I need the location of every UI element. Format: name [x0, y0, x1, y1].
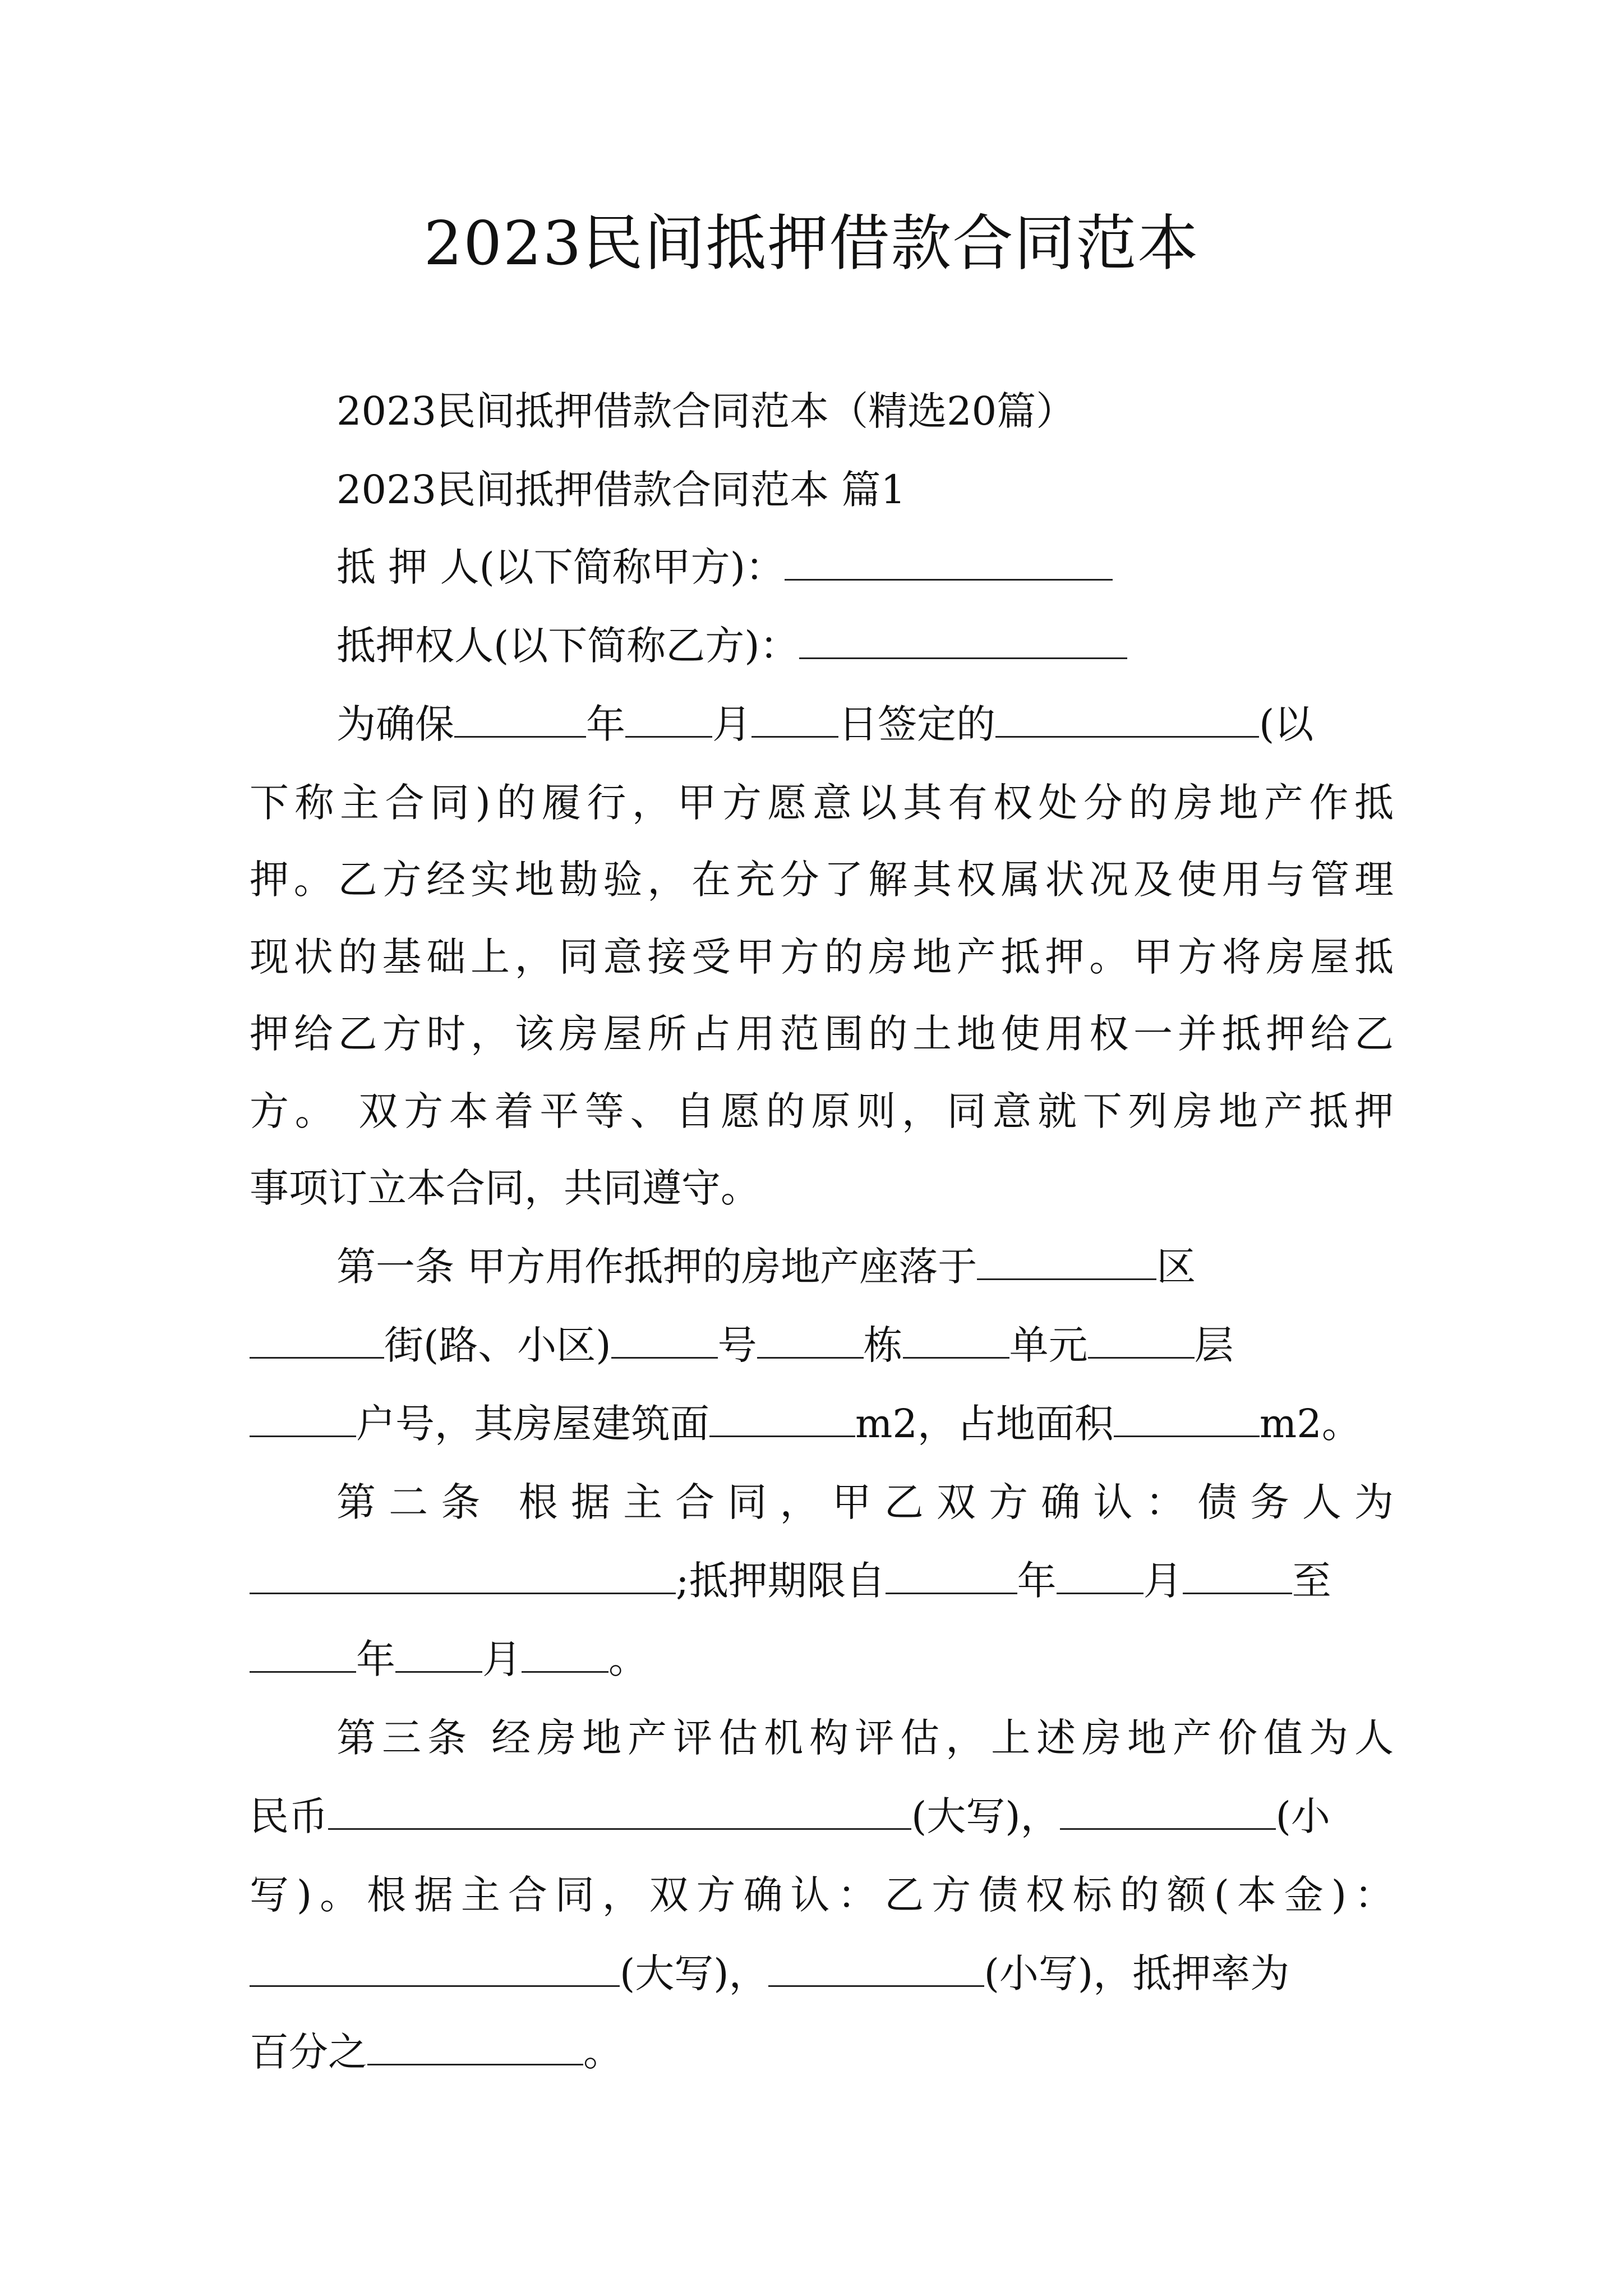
article3-line-1: 第三条 经房地产评估机构评估，上述房地产价值为人	[336, 1715, 1394, 1761]
article1-unit: 单元	[1009, 1322, 1088, 1368]
article3-rmb: 民币	[250, 1793, 328, 1839]
party-b-line	[336, 619, 1394, 673]
article1-building-area-unit: m2，占地面积	[855, 1401, 1114, 1447]
article2-term: ;抵押期限自	[676, 1558, 886, 1604]
land-area-blank	[1114, 1401, 1260, 1437]
unit-blank	[903, 1322, 1009, 1359]
article3-line-4	[250, 1947, 1394, 2000]
article2-to: 至	[1292, 1558, 1331, 1604]
article2-month: 月	[1143, 1558, 1183, 1604]
preamble-line-3: 押。乙方经实地勘验，在充分了解其权属状况及使用与管理	[250, 857, 1394, 903]
floor-blank	[1088, 1322, 1195, 1359]
article3-daxie2: (大写)，	[620, 1950, 768, 1996]
article2-month2: 月	[482, 1636, 522, 1682]
start-day-blank	[1183, 1558, 1292, 1594]
article1-no: 号	[717, 1322, 757, 1368]
article2-line-3	[250, 1632, 1394, 1686]
article1-building: 栋	[863, 1322, 903, 1368]
section-heading: 2023民间抵押借款合同范本 篇1	[336, 467, 906, 513]
preamble-line-4: 现状的基础上，同意接受甲方的房地产抵押。甲方将房屋抵	[250, 934, 1394, 980]
building-blank	[757, 1322, 864, 1359]
preamble-line-6: 方。 双方本着平等、自愿的原则，同意就下列房地产抵押	[250, 1088, 1394, 1134]
article1-line-1	[336, 1240, 1394, 1294]
article1-land-area-unit: m2。	[1259, 1401, 1361, 1447]
preamble-line-2: 下称主合同)的履行，甲方愿意以其有权处分的房地产作抵	[250, 780, 1394, 826]
subtitle: 2023民间抵押借款合同范本（精选20篇）	[336, 388, 1076, 434]
party-a-blank	[785, 544, 1113, 581]
article2-year: 年	[1017, 1558, 1057, 1604]
article2-line-2	[250, 1554, 1394, 1608]
contract-name-blank	[995, 701, 1259, 738]
number-blank	[611, 1322, 718, 1359]
article3-xiaoxie2: (小写)，抵押率为	[984, 1950, 1290, 1996]
article3-line-5	[250, 2025, 1394, 2079]
article2-year2: 年	[356, 1636, 395, 1682]
article2-end: 。	[608, 1636, 648, 1682]
preamble-line-7: 事项订立本合同，共同遵守。	[250, 1165, 760, 1211]
article3-percent: 百分之	[250, 2029, 367, 2075]
street-blank	[250, 1322, 384, 1359]
start-year-blank	[886, 1558, 1017, 1594]
article3-daxie: (大写)，	[911, 1793, 1060, 1839]
ratio-blank	[367, 2029, 583, 2065]
article1-district: 区	[1156, 1244, 1196, 1290]
preamble-year: 年	[586, 701, 625, 747]
location-blank	[977, 1244, 1156, 1280]
month-blank	[625, 701, 712, 738]
article3-line-3: 写)。根据主合同，双方确认：乙方债权标的额(本金)：	[250, 1872, 1394, 1918]
day-blank	[751, 701, 838, 738]
principal-xiaoxie-blank	[768, 1950, 984, 1987]
preamble-paren: (以	[1259, 701, 1314, 747]
principal-daxie-blank	[250, 1950, 620, 1987]
preamble-line-5: 押给乙方时，该房屋所占用范围的土地使用权一并抵押给乙	[250, 1011, 1394, 1057]
end-day-blank	[522, 1636, 608, 1673]
article1-floor: 层	[1194, 1322, 1234, 1368]
year-blank	[454, 701, 586, 738]
article1-line-3	[250, 1397, 1394, 1451]
end-year-blank	[250, 1636, 356, 1673]
end-month-blank	[395, 1636, 482, 1673]
article3-line-2	[250, 1789, 1394, 1843]
article3-end: 。	[583, 2029, 623, 2075]
building-area-blank	[709, 1401, 855, 1437]
party-b-blank	[799, 623, 1127, 659]
document-title: 2023民间抵押借款合同范本	[423, 209, 1200, 279]
article3-xiaoxie-open: (小	[1275, 1793, 1330, 1839]
party-a-line	[336, 540, 1394, 594]
value-daxie-blank	[328, 1793, 911, 1830]
start-month-blank	[1057, 1558, 1144, 1594]
preamble-month: 月	[712, 701, 751, 747]
party-a-label: 抵 押 人(以下简称甲方)：	[336, 544, 785, 590]
article2-line-1: 第二条 根据主合同，甲乙双方确认：债务人为	[336, 1479, 1394, 1525]
article1-street: 街(路、小区)	[384, 1322, 611, 1368]
preamble-day-signed: 日签定的	[838, 701, 995, 747]
party-b-label: 抵押权人(以下简称乙方)：	[336, 623, 799, 669]
article1-lead: 第一条 甲方用作抵押的房地产座落于	[336, 1244, 978, 1290]
debtor-blank	[250, 1558, 676, 1594]
room-blank	[250, 1401, 356, 1437]
value-xiaoxie-blank	[1060, 1793, 1276, 1830]
article1-line-2	[250, 1318, 1394, 1372]
article1-room: 户号，其房屋建筑面	[356, 1401, 709, 1447]
preamble-line-1	[336, 697, 1394, 751]
preamble-text: 为确保	[336, 701, 454, 747]
